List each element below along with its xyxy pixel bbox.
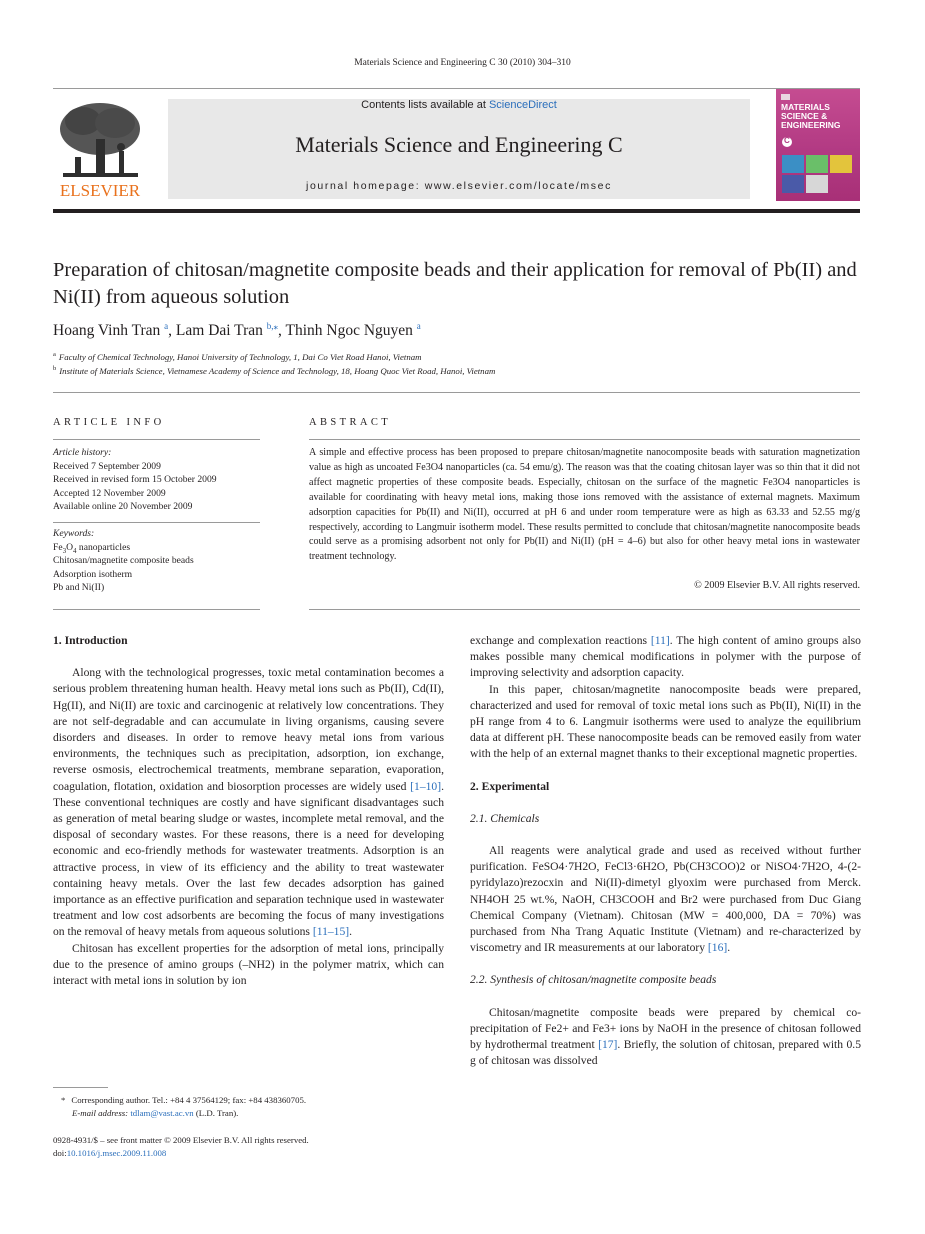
paragraph (470, 633, 861, 682)
keyword-item: Pb and Ni(II) (53, 582, 105, 593)
contents-line (168, 99, 750, 111)
paragraph-text: Along with the technological progresses, toxic metal contamination becomes a serious problem threatening human health. Heavy metal ions such as Pb(II), Cd(II), Hg(II), and Ni(II) are toxic and carcinogenic at relatively low concentrations. They are not self-degradable and can accumulate in living organisms, causing severe disorders and diseases. In order to remove heavy metal ions from various environments, the techniques such as precipitation, adsorption, ion exchange, reverse osmosis, electrochemical treatments, membrane separation, evaporation, coagulation, flotation, oxidation and biosorption processes are widely used (53, 666, 444, 793)
cover-image-blue (782, 155, 804, 173)
doi-line (53, 1147, 443, 1160)
article-info-heading: ARTICLE INFO (53, 417, 165, 428)
email-note (53, 1107, 443, 1120)
paragraph: Along with the technological progresses, toxic metal contamination becomes a serious problem threatening human health. Heavy metal ions such as Pb(II), Cd(II), Hg(II), and Ni(II) are toxic and carcinogenic at relatively low concentrations. They are not self-degradable and can accumulate in living organisms, causing severe disorders and diseases. In order to remove heavy metal ions from various environments, the techniques such as precipitation, adsorption, ion exchange, reverse osmosis, electrochemical treatments, membrane separation, evaporation, coagulation, flotation, oxidation and biosorption processes are widely used [1–10]. These conventional techniques are costly and have significant disadvantages such as generation of metal bearing sludge or wastes, incomplete metal removal, and the disposal of secondary wastes. For these reasons, there is a need for developing economic and eco-friendly methods for wastewater treatments. Adsorption is an attractive process, in view of its efficiency and the ability to treat wastewater containing heavy metals. Over the last few decades adsorption has gained importance as an effective purification and separation technique used in wastewater treatment and low cost adsorbents are becoming the focus of many investigations on the removal of heavy metals from aqueous solutions [11–15]. (53, 666, 444, 939)
affiliation-text: Faculty of Chemical Technology, Hanoi University of Technology, 1, Dai Co Viet Road Hanoi, Vietnam (58, 352, 422, 362)
subsection-heading: 2.2. Synthesis of chitosan/magnetite composite beads (470, 973, 717, 987)
affiliation-text: Institute of Materials Science, Vietnamese Academy of Science and Technology, 18, Hoang Quoc Viet Road, Hanoi, Vietnam (59, 366, 496, 376)
keyword-item: $Fe_3O_4$ nanoparticles (53, 541, 131, 555)
article-info-rule (53, 439, 260, 440)
footnote-star: * (61, 1095, 66, 1105)
history-item: Accepted 12 November 2009 (53, 487, 166, 499)
reference-link[interactable]: [11] (650, 634, 670, 647)
author-name: Lam Dai Tran (175, 322, 263, 339)
reference-link[interactable]: [16] (707, 941, 728, 955)
paragraph-text: exchange and complexation reactions (470, 634, 651, 647)
author-name: Hoang Vinh Tran (53, 322, 161, 339)
affiliation (53, 352, 853, 362)
cover-image-indigo (782, 175, 804, 193)
history-item: Received 7 September 2009 (53, 460, 161, 472)
cover-c-letter: C (784, 136, 790, 145)
author-name: Thinh Ngoc Nguyen (285, 322, 413, 339)
doi-link[interactable]: 10.1016/j.msec.2009.11.008 (66, 1148, 167, 1158)
section-heading: 2. Experimental (470, 779, 550, 793)
elsevier-logo[interactable] (53, 99, 148, 199)
cover-title: MATERIALS SCIENCE & ENGINEERING (781, 102, 841, 130)
reference-link[interactable]: [11–15] (312, 925, 350, 939)
paragraph: Chitosan has excellent properties for the adsorption of metal ions, principally due to the presence of amino groups (–NH2) in the polymer matrix, which can interact with metal ions in solution by ion (53, 941, 444, 988)
author-affiliation-marker[interactable]: b,⁎ (266, 320, 279, 331)
article-info-rule (53, 609, 260, 610)
body-left-column (53, 633, 444, 989)
corresponding-author-note (53, 1094, 443, 1107)
elsevier-wordmark: ELSEVIER (59, 181, 141, 199)
sciencedirect-link[interactable]: ScienceDirect (488, 99, 557, 111)
reference-link[interactable]: [17] (598, 1038, 618, 1052)
abstract-copyright: © 2009 Elsevier B.V. All rights reserved. (694, 580, 860, 591)
header-top-rule (53, 88, 860, 89)
doi-label: doi: (53, 1148, 67, 1158)
footnote-rule (53, 1087, 108, 1088)
article-info-rule (53, 522, 260, 523)
keyword-item: Chitosan/magnetite composite beads (53, 555, 194, 566)
abstract-heading: ABSTRACT (309, 417, 392, 428)
title-divider (53, 392, 860, 393)
footnote-text: Corresponding author. Tel.: +84 4 37564129; fax: +84 438360705. (71, 1095, 307, 1105)
abstract-rule (309, 609, 860, 610)
paragraph-text: . These conventional techniques are costly and have significant disadvantages such as generation of metal bearing sludge or wastes, incomplete metal removal, and the disposal of secondary wastes. For these reasons, there is a need for developing economic and eco-friendly methods for wastewater treatments. Adsorption is an attractive process, in view of its efficiency and the ability to treat wastewater containing heavy metals. Over the last few decades adsorption has gained importance as an effective purification and separation technique used in wastewater treatment and low cost adsorbents are becoming the focus of many investigations on the removal of heavy metals from aqueous solutions (53, 779, 444, 939)
paragraph-text: Chitosan/magnetite composite beads were prepared by chemical co-precipitation of Fe2+ and Fe3+ ions by NaOH in the presence of chitosan followed by hydrothermal treatment (470, 1005, 861, 1052)
reference-link[interactable]: [1–10] (410, 779, 442, 793)
section-heading: 1. Introduction (53, 634, 128, 647)
cover-image-green (806, 155, 828, 173)
cover-publisher-mark (781, 94, 790, 100)
contents-prefix: Contents lists available at (361, 99, 489, 111)
affiliation-marker: b (53, 365, 57, 373)
journal-reference: Materials Science and Engineering C 30 (2010) 304–310 (354, 58, 571, 68)
author-list: Hoang Vinh Tran $^a$, Lam Dai Tran $^{b,⁎}$, Thinh Ngoc Nguyen $^a$ (53, 320, 421, 339)
keywords-label: Keywords: (53, 528, 95, 539)
keyword-item: Adsorption isotherm (53, 568, 133, 580)
body-right-column (470, 633, 861, 1069)
subsection-heading: 2.1. Chemicals (470, 811, 540, 825)
author-affiliation-marker[interactable]: a (416, 320, 421, 331)
article-history (53, 446, 263, 514)
email-label: E-mail address: (72, 1108, 129, 1118)
author-affiliation-marker[interactable]: a (164, 320, 169, 331)
journal-cover[interactable] (776, 89, 860, 201)
abstract-rule (309, 439, 860, 440)
journal-homepage[interactable]: journal homepage: www.elsevier.com/locate/msec (306, 180, 612, 192)
history-label: Article history: (53, 447, 112, 458)
paragraph-text: . Briefly, the solution of chitosan, prepared with 0.5 g of chitosan was dissolved (470, 1038, 861, 1068)
paragraph-text: All reagents were analytical grade and used as received without further purification. FeSO4·7H2O, FeCl3·6H2O, Pb(CH3COO)2 or NiSO4·7H2O, 4-(2-pyridylazo)rezocxin and Ni(II)-dimetyl glyoxim were purchased from Merck. NH4OH 25 wt.%, NaOH, CH3COOH and Br2 were purchased from Duc Giang Chemical Company (Vietnam). Chitosan (MW = 400,000, DA = 70%) was purchased from Nha Trang Aquatic Institute (Vietnam) and re-characterized by viscometry and IR measurements at our laboratory (470, 844, 861, 955)
abstract-text: A simple and effective process has been proposed to prepare chitosan/magnetite nanocomposite beads with saturation magnetization value as high as uncoated Fe3O4 nanoparticles (ca. 54 emu/g). The reason was that the coating chitosan layer was so thin that it did not affect magnetic properties of these composite beads. Especially, chitosan on the surface of the magnetic Fe3O4 nanoparticles is available for coordinating with heavy metal ions, making those ions removed with the assistance of external magnets. Maximum adsorption capacities for Pb(II) and Ni(II), occurred at pH 6 and under room temperature were as high as 63.33 and 52.55 mg/g respectively, according to Langmuir isotherm model. These results permitted to conclude that chitosan/magnetite nanocomposite beads could serve as a promising adsorbent not only for Pb(II) and Ni(II) (pH = 4–6) but also for other heavy metal ions in wastewater treatment technology. (309, 447, 860, 563)
cover-image-grey (806, 175, 828, 193)
keywords (53, 527, 263, 595)
paragraph (470, 1005, 861, 1070)
history-item: Available online 20 November 2009 (53, 501, 193, 512)
cover-image-yellow (830, 155, 852, 173)
issn-line: 0928-4931/$ – see front matter © 2009 Elsevier B.V. All rights reserved. (53, 1135, 309, 1145)
header-thick-rule (53, 209, 860, 213)
affiliation-marker: a (53, 351, 56, 359)
affiliation (53, 366, 853, 376)
paragraph-text: . The high content of amino groups also makes possible many chemical modifications in polymer with the purpose of improving selectivity and adsorption capacity. (470, 634, 861, 680)
elsevier-tree-icon (53, 99, 148, 199)
article-title: Preparation of chitosan/magnetite composite beads and their application for removal of Pb(II) and Ni(II) from aqueous solution (53, 259, 857, 308)
email-suffix: (L.D. Tran). (195, 1108, 239, 1118)
history-item: Received in revised form 15 October 2009 (53, 474, 217, 485)
email-link[interactable]: tdlam@vast.ac.vn (130, 1108, 194, 1118)
journal-name: Materials Science and Engineering C (295, 132, 623, 157)
paragraph: In this paper, chitosan/magnetite nanocomposite beads were prepared, characterized and used for removal of toxic metal ions such as Pb(II), Ni(II) in the pH range from 4 to 6. Langmuir isotherms were used to analyze the equilibrium data at different pH. These nanocomposite beads can be removed easily from water with the help of an external magnet thanks to their exceptional magnetic properties. (470, 682, 861, 761)
paragraph: All reagents were analytical grade and used as received without further purification. FeSO4·7H2O, FeCl3·6H2O, Pb(CH3COO)2 or NiSO4·7H2O, 4-(2-pyridylazo)rezocxin and Ni(II)-dimetyl glyoxim were purchased from Merck. NH4OH 25 wt.%, NaOH, CH3COOH and Br2 were purchased from Duc Giang Chemical Company (Vietnam). Chitosan (MW = 400,000, DA = 70%) was purchased from Nha Trang Aquatic Institute (Vietnam) and re-characterized by viscometry and IR measurements at our laboratory [16]. (470, 844, 861, 955)
